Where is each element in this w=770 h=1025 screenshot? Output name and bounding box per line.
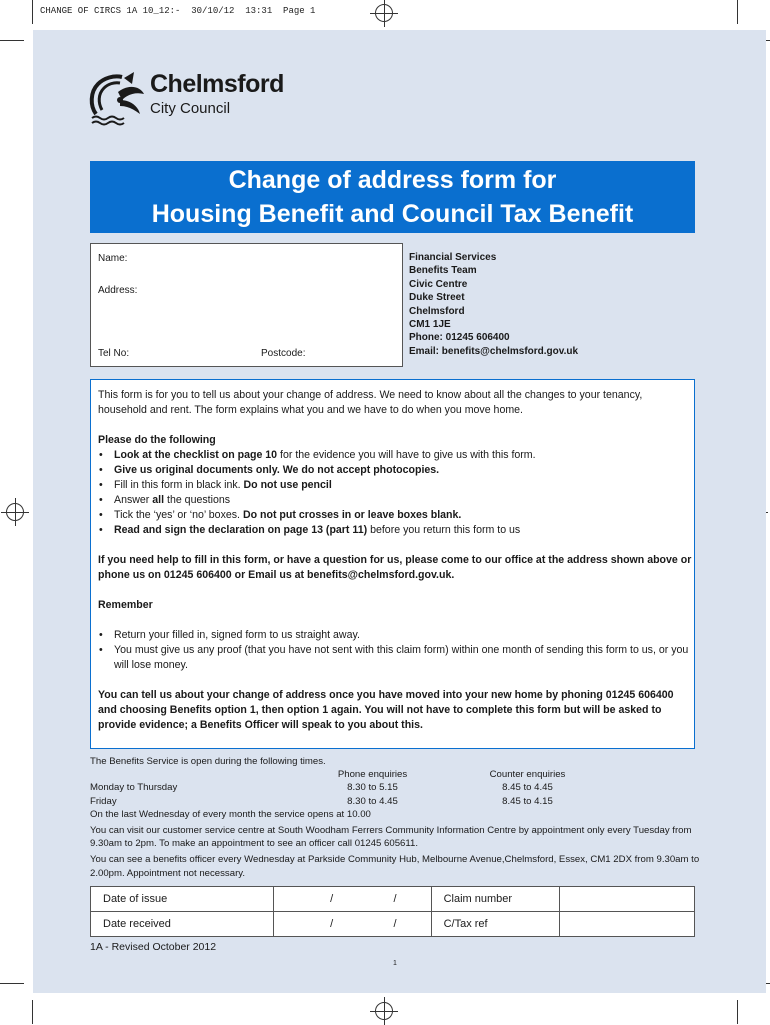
applicant-details-box: [90, 243, 403, 367]
name-label: Name:: [98, 253, 128, 264]
slash: /: [273, 887, 341, 912]
postcode-label: Postcode:: [261, 348, 306, 359]
form-title-banner: [90, 161, 695, 233]
hours-counter: 8.45 to 4.15: [502, 795, 553, 807]
phone-header: Phone enquiries: [337, 769, 408, 781]
office-email[interactable]: Email: benefits@chelmsford.gov.uk: [409, 345, 579, 357]
table-row: [91, 887, 695, 912]
registration-mark-icon: [375, 4, 393, 22]
list-item: • Give us original documents only. We do not accept photocopies.: [98, 463, 694, 478]
intro-text: This form is for you to tell us about your change of address. We need to know about all the changes to your tenancy, household and rent. The form explains what you and we have to do when you move home.: [98, 389, 643, 416]
hours-header-row: [90, 768, 710, 781]
crop-mark: [0, 40, 24, 41]
list-item: • You must give us any proof (that you have not sent with this claim form) within one month of sending this form to us, or you will lose money.: [98, 643, 694, 673]
list-item: • Look at the checklist on page 10 for the evidence you will have to give us with this form.: [98, 448, 694, 463]
crop-mark: [0, 983, 24, 984]
tel-label: Tel No:: [98, 348, 130, 359]
hours-day: Monday to Thursday: [90, 782, 178, 794]
crop-mark: [32, 1000, 33, 1024]
office-town: Chelmsford: [409, 305, 465, 317]
crop-mark: [32, 0, 33, 24]
list-item: • Answer all the questions: [98, 493, 694, 508]
remember-list: [98, 628, 694, 673]
moved-text: You can tell us about your change of address once you have moved into your new home by phoning 01245 606400 and choosing Benefits option 1, then option 1 again. You will not have to complete this form but will be asked to provide evidence; a Benefits Officer will speak to you about this.: [98, 689, 674, 731]
hours-counter: 8.45 to 4.45: [502, 782, 553, 794]
office-building: Civic Centre: [409, 278, 468, 290]
hours-intro: The Benefits Service is open during the following times.: [90, 756, 326, 767]
ctax-ref-value[interactable]: [559, 912, 694, 937]
help-text: If you need help to fill in this form, or have a question for us, please come to our office at the address shown above or phone us on 01245 606400 or Email us at benefits@chelmsford.gov.uk.: [98, 554, 692, 581]
ctax-ref-label: C/Tax ref: [431, 912, 559, 937]
office-phone: Phone: 01245 606400: [409, 332, 510, 344]
please-list: [98, 448, 694, 538]
slash: /: [273, 912, 341, 937]
hours-phone: 8.30 to 5.15: [347, 782, 398, 794]
remember-heading: Remember: [98, 599, 153, 611]
hours-phone: 8.30 to 4.45: [347, 795, 398, 807]
revision-note: 1A - Revised October 2012: [90, 941, 217, 953]
date-issue-label: Date of issue: [91, 887, 274, 912]
council-emblem-icon: [88, 70, 146, 126]
opening-hours: [90, 755, 710, 880]
office-street: Duke Street: [409, 292, 465, 304]
hours-day: Friday: [90, 795, 117, 807]
please-heading: Please do the following: [98, 434, 216, 446]
slash: /: [341, 887, 431, 912]
list-item: • Read and sign the declaration on page 13 (part 11) before you return this form to us: [98, 523, 694, 538]
office-address: [409, 251, 578, 358]
claim-number-label: Claim number: [431, 887, 559, 912]
form-title-line-1: Change of address form for: [228, 166, 557, 194]
council-subtitle: City Council: [150, 100, 231, 117]
print-slug: CHANGE OF CIRCS 1A 10_12:- 30/10/12 13:31 Page 1: [40, 6, 316, 16]
claim-number-value[interactable]: [559, 887, 694, 912]
list-item: • Return your filled in, signed form to us straight away.: [98, 628, 694, 643]
office-team: Benefits Team: [409, 265, 477, 277]
date-received-label: Date received: [91, 912, 274, 937]
parkside-note: You can see a benefits officer every Wednesday at Parkside Community Hub, Melbourne Avenue,Chelmsford, Essex, CM1 2DX from 9.30am to 2.00pm. Appointment not necessary.: [90, 854, 700, 879]
office-use-table: [90, 886, 695, 937]
table-row: [91, 912, 695, 937]
south-woodham-note: You can visit our customer service centre at South Woodham Ferrers Community Information Centre by appointment only every Tuesday from 9.30am to 2pm. To make an appointment to see an officer call 01245 605611.: [90, 824, 692, 850]
registration-mark-icon: [6, 503, 24, 521]
slash: /: [341, 912, 431, 937]
form-title-line-2: Housing Benefit and Council Tax Benefit: [151, 200, 634, 228]
wednesday-note: On the last Wednesday of every month the service opens at 10.00: [90, 808, 371, 820]
counter-header: Counter enquiries: [489, 769, 566, 781]
hours-row: [90, 795, 710, 808]
list-item: • Fill in this form in black ink. Do not use pencil: [98, 478, 694, 493]
crop-mark: [737, 0, 738, 24]
office-dept: Financial Services: [409, 252, 497, 263]
instructions-box: [90, 379, 695, 749]
address-label: Address:: [98, 285, 138, 296]
page-number: 1: [393, 960, 397, 967]
hours-row: [90, 781, 710, 794]
list-item: • Tick the ‘yes’ or ‘no’ boxes. Do not put crosses in or leave boxes blank.: [98, 508, 694, 523]
council-name: Chelmsford: [150, 70, 284, 98]
crop-mark: [737, 1000, 738, 1024]
office-postcode: CM1 1JE: [409, 319, 451, 331]
registration-mark-icon: [375, 1002, 393, 1020]
